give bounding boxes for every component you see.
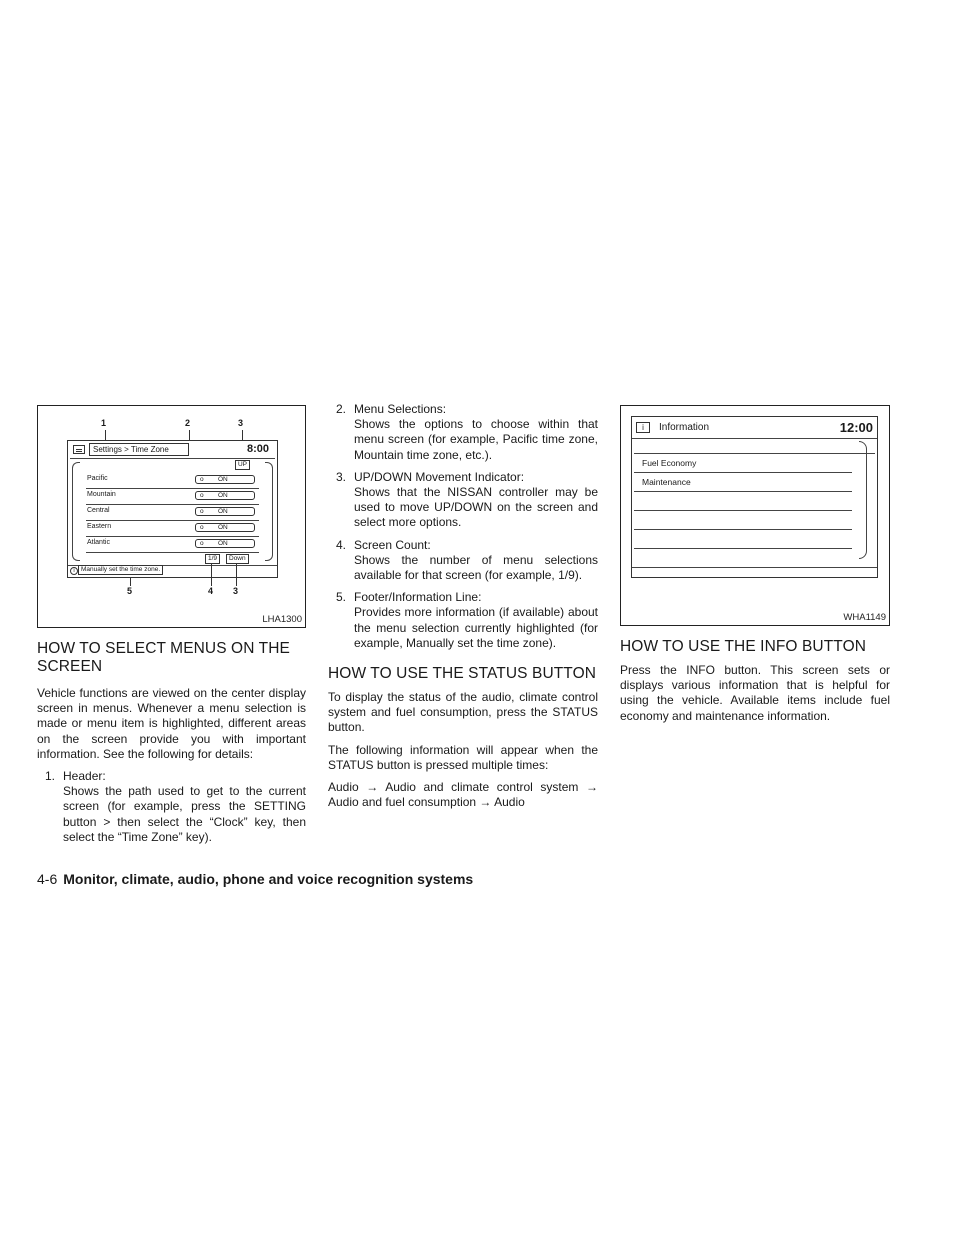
list-item <box>328 538 598 584</box>
up-indicator[interactable]: UP <box>235 460 250 470</box>
clock: 8:00 <box>246 443 269 455</box>
row-label-pacific[interactable]: Pacific <box>87 475 108 482</box>
scroll-arc <box>859 441 867 559</box>
header-divider <box>632 438 877 439</box>
scroll-arc-left <box>72 462 80 561</box>
menu-item-maintenance[interactable]: Maintenance <box>642 477 691 487</box>
info-screen <box>631 416 878 578</box>
section-heading: HOW TO SELECT MENUS ON THE SCREEN <box>37 640 290 675</box>
screen-count: 1/9 <box>205 554 220 564</box>
toggle-value: ON <box>218 492 228 499</box>
toggle-mountain[interactable] <box>195 491 255 500</box>
menu-item-fuel-economy[interactable]: Fuel Economy <box>642 458 697 468</box>
column-middle <box>328 395 598 810</box>
toggle-glyph: o <box>200 540 204 547</box>
section-title: Monitor, climate, audio, phone and voice recognition systems <box>63 871 474 887</box>
list-item <box>328 590 598 651</box>
info-icon: i <box>636 422 650 433</box>
column-right <box>620 405 890 724</box>
toggle-glyph: o <box>200 524 204 531</box>
item-desc: Shows the number of menu selections available for that screen (for example, 1/9). <box>354 552 598 583</box>
row-divider <box>634 529 852 530</box>
item-title: Header: <box>63 769 106 784</box>
row-divider <box>86 504 259 505</box>
callout-2: 2 <box>185 418 191 428</box>
header-divider <box>70 458 275 459</box>
section-heading: HOW TO USE THE INFO BUTTON <box>620 638 867 655</box>
column-left <box>37 402 306 845</box>
section-body: The following information will appear when the STATUS button is pressed multiple times: <box>328 742 598 772</box>
item-number: 2. <box>336 402 347 416</box>
toggle-value: ON <box>218 540 228 547</box>
settings-screen <box>67 440 278 578</box>
row-divider <box>634 453 875 454</box>
callout-3-bottom: 3 <box>233 586 239 596</box>
row-divider <box>634 548 852 549</box>
toggle-value: ON <box>218 508 228 515</box>
section-body: Press the INFO button. This screen sets or displays various information that is helpful for using the vehicle. Available items include fuel economy and maintenance information. <box>620 663 890 723</box>
item-number: 5. <box>336 590 347 605</box>
screen-header <box>70 443 275 456</box>
toggle-pacific[interactable] <box>195 475 255 484</box>
figure-code: WHA1149 <box>843 612 886 623</box>
leader-5 <box>130 578 131 586</box>
list-item <box>37 769 306 845</box>
row-divider <box>86 488 259 489</box>
down-indicator[interactable]: Down <box>226 554 249 564</box>
page-footer <box>37 871 473 887</box>
item-desc: Provides more information (if available) about the menu selection currently highlighted (for example, Manually set the time zone). <box>354 605 598 650</box>
callout-5: 5 <box>127 586 133 596</box>
item-title: Menu Selections: <box>354 402 447 416</box>
toggle-glyph: o <box>200 508 204 515</box>
item-desc: Shows the path used to get to the current screen (for example, press the SETTING button > then select the “Clock” key, then select the “Time Zone” key). <box>63 784 306 844</box>
item-number: 4. <box>336 537 347 552</box>
figure-info-screen <box>620 405 890 626</box>
scroll-arc-right <box>265 462 273 561</box>
row-divider <box>634 472 852 473</box>
item-title: Footer/Information Line: <box>354 590 482 605</box>
info-icon: i <box>70 567 78 575</box>
row-divider <box>86 536 259 537</box>
figure-code: LHA1300 <box>262 614 302 625</box>
breadcrumb: Settings > Time Zone <box>89 443 189 456</box>
section-body: To display the status of the audio, climate control system and fuel consumption, press the STATUS button. <box>328 690 598 735</box>
item-title: UP/DOWN Movement Indicator: <box>354 469 525 484</box>
item-desc: Shows that the NISSAN controller may be used to move UP/DOWN on the screen and select more options. <box>354 485 598 530</box>
item-number: 3. <box>336 469 347 484</box>
callout-1: 1 <box>101 418 107 428</box>
toggle-value: ON <box>218 476 228 483</box>
screen-title: Information <box>659 422 710 433</box>
row-divider <box>634 510 852 511</box>
row-divider <box>634 491 852 492</box>
callout-3-top: 3 <box>238 418 244 428</box>
list-item <box>328 470 598 531</box>
page-number: 4-6 <box>37 871 58 887</box>
row-label-central[interactable]: Central <box>87 507 110 514</box>
menu-icon <box>73 445 85 454</box>
toggle-glyph: o <box>200 476 204 483</box>
row-label-mountain[interactable]: Mountain <box>87 491 116 498</box>
row-label-atlantic[interactable]: Atlantic <box>87 539 110 546</box>
list-item <box>328 402 598 463</box>
leader-4 <box>211 564 212 586</box>
section-body: Vehicle functions are viewed on the center display screen in menus. Whenever a menu selection is made or menu item is highlighted, different areas on the screen provide you with important information. See the following for details: <box>37 686 306 761</box>
clock: 12:00 <box>839 420 873 435</box>
section-body: Audio → Audio and climate control system → Audio and fuel consumption → Audio <box>328 780 598 810</box>
row-divider <box>86 552 259 553</box>
leader-3-bottom <box>236 564 237 586</box>
toggle-value: ON <box>218 524 228 531</box>
row-divider <box>86 520 259 521</box>
toggle-glyph: o <box>200 492 204 499</box>
toggle-central[interactable] <box>195 507 255 516</box>
item-desc: Shows the options to choose within that menu screen (for example, Pacific time zone, Mountain time zone, etc.). <box>354 417 598 462</box>
section-heading: HOW TO USE THE STATUS BUTTON <box>328 665 597 683</box>
callout-4: 4 <box>208 586 214 596</box>
toggle-eastern[interactable] <box>195 523 255 532</box>
item-list <box>328 402 598 651</box>
footer-info-line: Manually set the time zone. <box>78 565 163 575</box>
item-list <box>37 769 306 845</box>
row-label-eastern[interactable]: Eastern <box>87 523 112 530</box>
toggle-atlantic[interactable] <box>195 539 255 548</box>
item-number: 1. <box>45 769 56 784</box>
figure-settings-screen <box>37 405 306 628</box>
footer-divider <box>632 567 877 568</box>
item-title: Screen Count: <box>354 537 431 552</box>
